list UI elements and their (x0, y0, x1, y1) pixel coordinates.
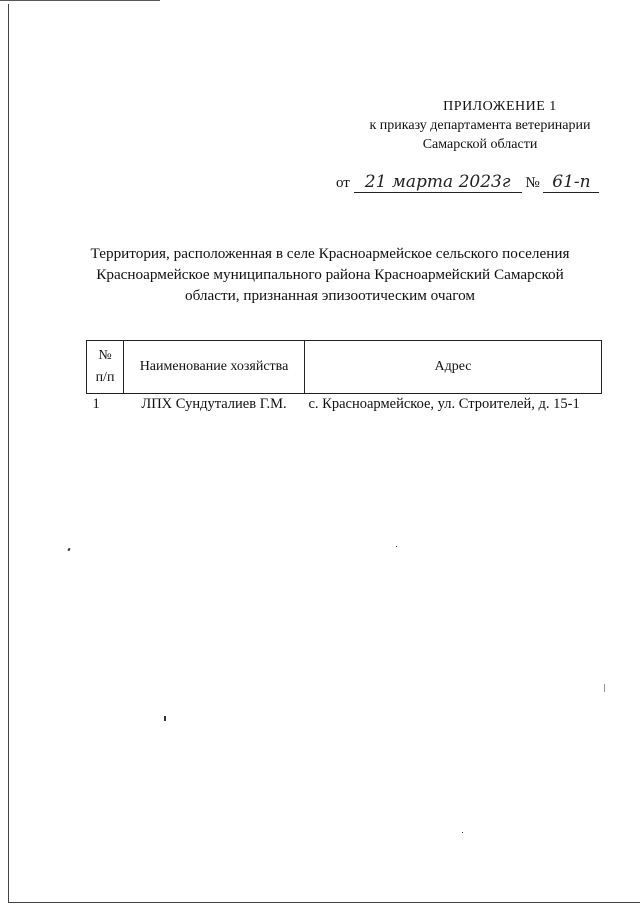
row-address: с. Красноармейское, ул. Строителей, д. 15-1 (308, 396, 580, 412)
scan-edge-left (8, 4, 9, 902)
scan-speck (164, 716, 166, 721)
header-number-top: № (98, 348, 112, 363)
scan-edge-bottom (8, 902, 640, 903)
scan-speck (604, 684, 605, 692)
row-farm-name: ЛПХ Сундуталиев Г.М. (141, 396, 287, 412)
handwritten-date: 21 марта 2023г (354, 172, 522, 193)
table-header-row (87, 341, 602, 394)
scan-speck (396, 546, 397, 547)
appendix-line-1: к приказу департамента ветеринарии (369, 118, 591, 133)
registry-table (86, 340, 602, 413)
appendix-line-2: Самарской области (422, 137, 538, 152)
number-prefix: № (525, 175, 540, 191)
title-line-3: области, признанная эпизоотическим очагом (184, 287, 476, 304)
header-farm-name: Наименование хозяйства (124, 341, 305, 394)
header-number-bottom: п/п (95, 370, 115, 385)
appendix-block (330, 97, 630, 154)
row-number: 1 (92, 396, 100, 412)
order-reference (336, 172, 616, 193)
appendix-heading: ПРИЛОЖЕНИЕ 1 (443, 99, 557, 114)
header-address: Адрес (305, 341, 602, 394)
handwritten-number: 61-п (543, 172, 599, 193)
scan-speck (462, 832, 463, 833)
header-number (87, 341, 124, 394)
title-line-1: Территория, расположенная в селе Красноармейское сельского поселения (90, 245, 570, 262)
table-row (87, 394, 602, 414)
document-title (60, 243, 600, 306)
date-prefix: от (336, 175, 350, 191)
scan-edge-top (0, 0, 160, 1)
scan-speck (67, 548, 70, 552)
title-line-2: Красноармейское муниципального района Красноармейский Самарской (96, 266, 564, 283)
